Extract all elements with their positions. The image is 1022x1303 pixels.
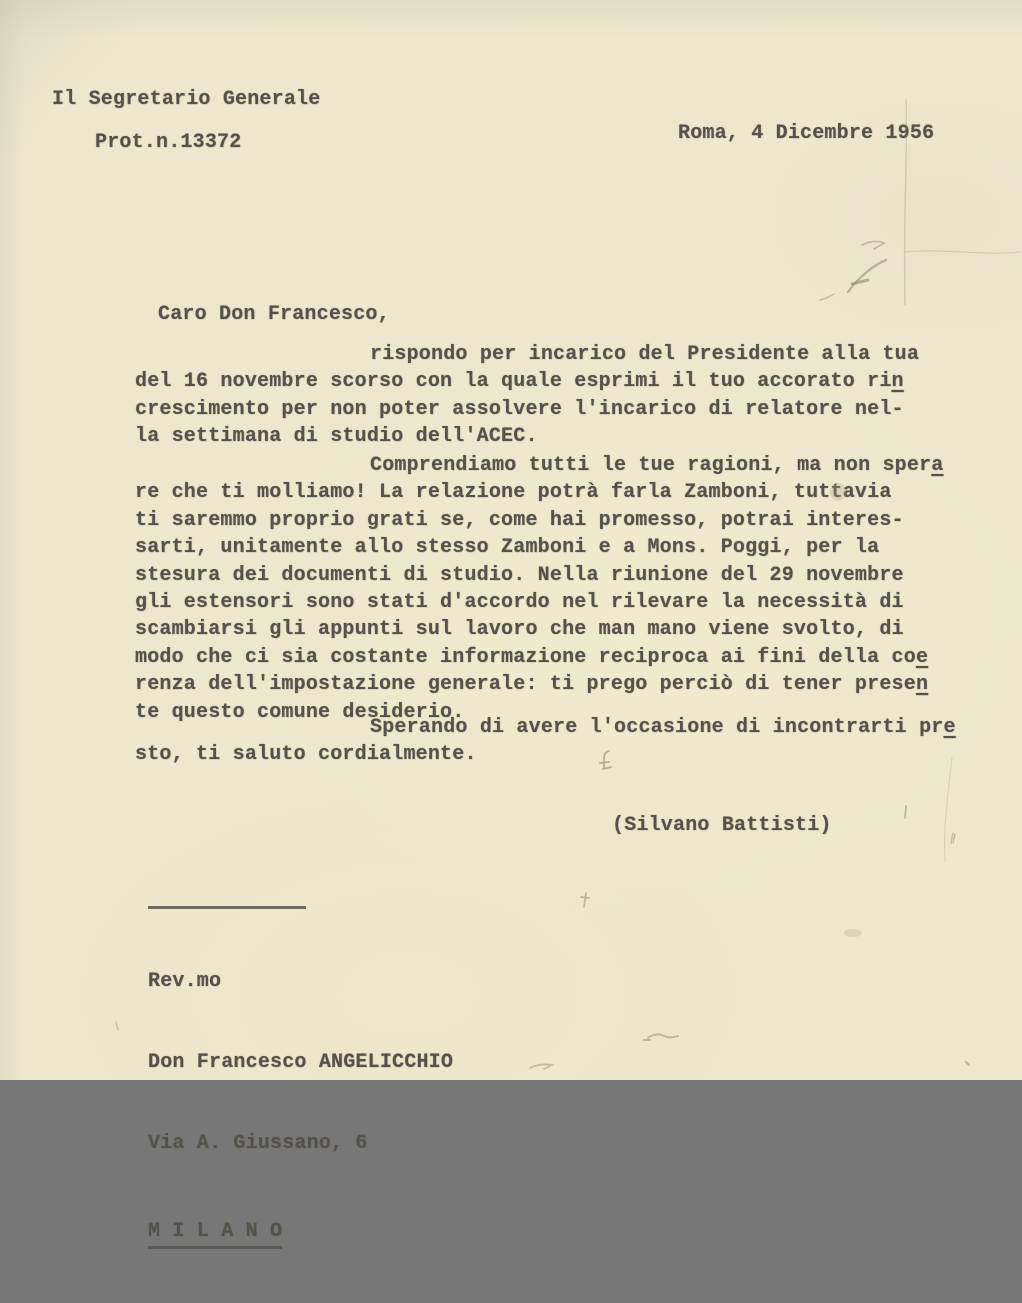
body-line: del 16 novembre scorso con la quale esprimi il tuo accorato rin <box>135 370 904 394</box>
continuation-letter: a <box>931 454 944 477</box>
recipient-address <box>148 852 453 1303</box>
recipient-city: M I L A N O <box>148 1218 282 1249</box>
paragraph-2 <box>135 452 945 726</box>
continuation-letter: e <box>943 716 956 739</box>
body-line: re che ti molliamo! La relazione potrà farla Zamboni, tuttavia <box>135 481 892 505</box>
signature: (Silvano Battisti) <box>612 814 832 837</box>
salutation: Caro Don Francesco, <box>158 303 390 326</box>
body-line: sarti, unitamente allo stesso Zamboni e a Mons. Poggi, per la <box>135 536 880 560</box>
continuation-letter: n <box>891 370 904 394</box>
recipient-street: Via A. Giussano, 6 <box>148 1132 368 1155</box>
continuation-letter: e <box>915 645 929 669</box>
address-top-rule <box>148 906 306 909</box>
body-line: modo che ci sia costante informazione reciproca ai fini della coe <box>135 645 929 669</box>
body-line: la settimana di studio dell'ACEC. <box>135 425 538 449</box>
continuation-letter: n <box>915 673 929 697</box>
recipient-honorific: Rev.mo <box>148 970 222 993</box>
body-line: sto, ti saluto cordialmente. <box>135 743 477 767</box>
body-line: stesura dei documenti di studio. Nella riunione del 29 novembre <box>135 563 904 587</box>
body-line: gli estensori sono stati d'accordo nel rilevare la necessità di <box>135 591 904 615</box>
body-line: te questo comune desiderio. <box>135 700 465 724</box>
body-line: crescimento per non poter assolvere l'incarico di relatore nel- <box>135 397 904 421</box>
body-line: scambiarsi gli appunti sul lavoro che man mano viene svolto, di <box>135 618 904 642</box>
recipient-name: Don Francesco ANGELICCHIO <box>148 1051 454 1074</box>
body-line: renza dell'impostazione generale: ti prego perciò di tener presen <box>135 673 929 697</box>
paragraph-1 <box>135 341 945 451</box>
body-line: Sperando di avere l'occasione di incontrarti pre <box>370 716 956 739</box>
body-line: ti saremmo proprio grati se, come hai promesso, potrai interes- <box>135 508 904 532</box>
sender-title: Il Segretario Generale <box>52 88 321 111</box>
protocol-number: Prot.n.13372 <box>95 131 242 154</box>
dateline: Roma, 4 Dicembre 1956 <box>678 122 935 145</box>
body-line: Comprendiamo tutti le tue ragioni, ma non spera <box>370 454 944 477</box>
body-line: rispondo per incarico del Presidente alla tua <box>370 343 920 366</box>
paragraph-3 <box>135 714 956 769</box>
